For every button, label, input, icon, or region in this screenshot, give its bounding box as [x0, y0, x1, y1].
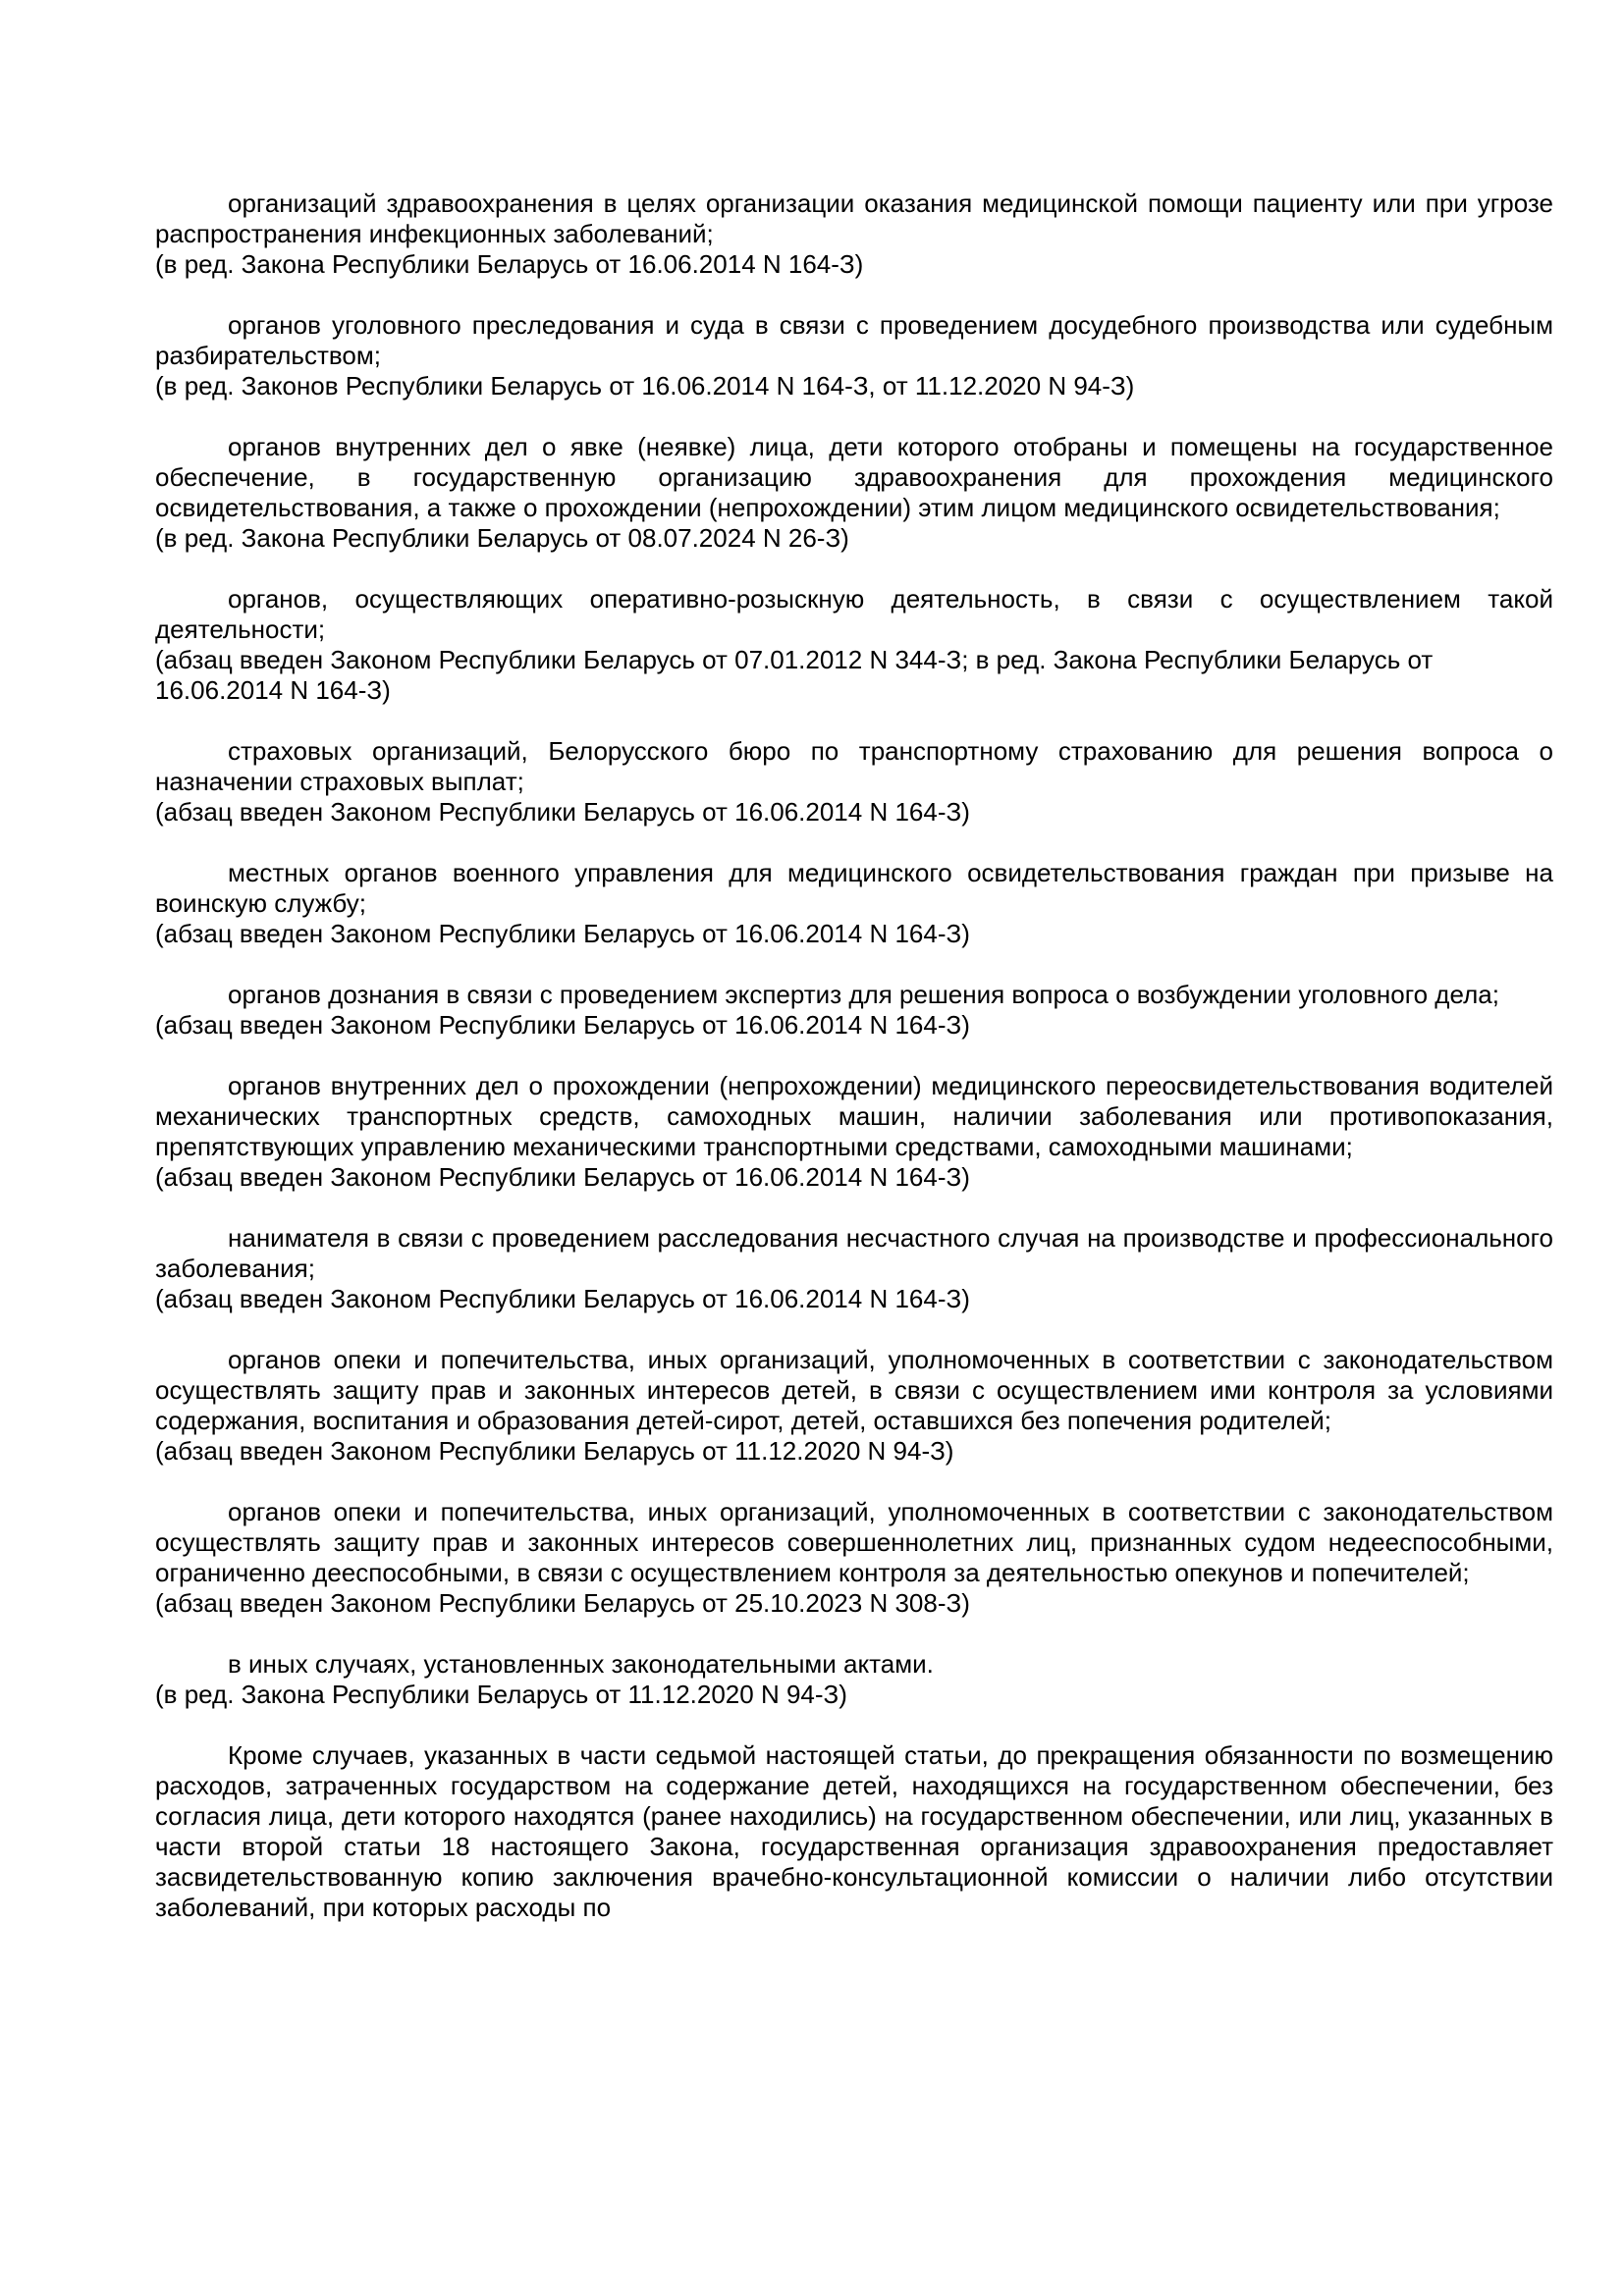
clause-inquiry-bodies [155, 980, 1553, 1041]
amendment-note: (в ред. Закона Республики Беларусь от 11.12.2020 N 94-З) [155, 1680, 847, 1709]
clause-text: в иных случаях, установленных законодательными актами. [228, 1649, 934, 1679]
amendment-note: (абзац введен Законом Республики Беларусь от 11.12.2020 N 94-З) [155, 1436, 954, 1466]
clause-text: органов, осуществляющих оперативно-розыскную деятельность, в связи с осуществлением такой деятельности; [155, 584, 1553, 644]
clause-military-administration [155, 858, 1553, 949]
clause-guardianship-children [155, 1345, 1553, 1467]
amendment-note: (в ред. Законов Республики Беларусь от 16.06.2014 N 164-З, от 11.12.2020 N 94-З) [155, 371, 1135, 400]
clause-text: органов уголовного преследования и суда в связи с проведением досудебного производства или судебным разбирательством; [155, 310, 1553, 370]
amendment-note: (абзац введен Законом Республики Беларусь от 16.06.2014 N 164-З) [155, 1010, 970, 1040]
clause-text: органов опеки и попечительства, иных организаций, уполномоченных в соответствии с законодательством осуществлять защиту прав и законных интересов совершеннолетних лиц, признанных судом недееспособными, ограниченно дееспособными, в связи с осуществлением контроля за деятельностью опекунов и попечителей; [155, 1497, 1553, 1587]
document-body [155, 188, 1553, 1953]
clause-healthcare-organizations [155, 188, 1553, 280]
clause-text: органов внутренних дел о явке (неявке) лица, дети которого отобраны и помещены на государственное обеспечение, в государственную организацию здравоохранения для прохождения медицинского освидетельствования, а также о прохождении (непрохождении) этим лицом медицинского освидетельствования; [155, 432, 1553, 522]
clause-text: органов опеки и попечительства, иных организаций, уполномоченных в соответствии с законодательством осуществлять защиту прав и законных интересов детей, в связи с осуществлением ими контроля за условиями содержания, воспитания и образования детей-сирот, детей, оставшихся без попечения родителей; [155, 1345, 1553, 1435]
final-paragraph: Кроме случаев, указанных в части седьмой настоящей статьи, до прекращения обязанности по возмещению расходов, затраченных государством на содержание детей, находящихся на государственном обеспечении, без согласия лица, дети которого находятся (ранее находились) на государственном обеспечении, или лиц, указанных в части второй статьи 18 настоящего Закона, государственная организация здравоохранения предоставляет засвидетельствованную копию заключения врачебно-консультационной комиссии о наличии либо отсутствии заболеваний, при которых расходы по [155, 1740, 1553, 1922]
final-paragraph-block [155, 1740, 1553, 1923]
clause-operational-search [155, 584, 1553, 706]
clause-text: организаций здравоохранения в целях организации оказания медицинской помощи пациенту или при угрозе распространения инфекционных заболеваний; [155, 188, 1553, 248]
amendment-note: (абзац введен Законом Республики Беларусь от 16.06.2014 N 164-З) [155, 797, 970, 827]
amendment-note: (абзац введен Законом Республики Беларусь от 16.06.2014 N 164-З) [155, 1284, 970, 1313]
amendment-note: (абзац введен Законом Республики Беларусь от 16.06.2014 N 164-З) [155, 919, 970, 948]
clause-criminal-prosecution [155, 310, 1553, 401]
clause-internal-affairs-appearance [155, 432, 1553, 554]
amendment-note: (абзац введен Законом Республики Беларусь от 25.10.2023 N 308-З) [155, 1588, 970, 1618]
clause-text: местных органов военного управления для медицинского освидетельствования граждан при призыве на воинскую службу; [155, 858, 1553, 918]
clause-text: страховых организаций, Белорусского бюро по транспортному страхованию для решения вопроса о назначении страховых выплат; [155, 736, 1553, 796]
clause-text: органов внутренних дел о прохождении (непрохождении) медицинского переосвидетельствования водителей механических транспортных средств, самоходных машин, наличии заболевания или противопоказания, препятствующих управлению механическими транспортными средствами, самоходными машинами; [155, 1071, 1553, 1161]
amendment-note: (абзац введен Законом Республики Беларусь от 07.01.2012 N 344-З; в ред. Закона Республики Беларусь от 16.06.2014 N 164-З) [155, 645, 1434, 705]
clause-other-cases [155, 1649, 1553, 1710]
amendment-note: (в ред. Закона Республики Беларусь от 16.06.2014 N 164-З) [155, 249, 864, 279]
clause-text: нанимателя в связи с проведением расследования несчастного случая на производстве и профессионального заболевания; [155, 1223, 1553, 1283]
clause-insurance-organizations [155, 736, 1553, 828]
clause-employer-investigation [155, 1223, 1553, 1314]
clause-text: органов дознания в связи с проведением экспертиз для решения вопроса о возбуждении уголовного дела; [228, 980, 1499, 1009]
clause-driver-reexamination [155, 1071, 1553, 1193]
amendment-note: (абзац введен Законом Республики Беларусь от 16.06.2014 N 164-З) [155, 1162, 970, 1192]
clause-guardianship-adults [155, 1497, 1553, 1619]
amendment-note: (в ред. Закона Республики Беларусь от 08.07.2024 N 26-З) [155, 523, 849, 553]
